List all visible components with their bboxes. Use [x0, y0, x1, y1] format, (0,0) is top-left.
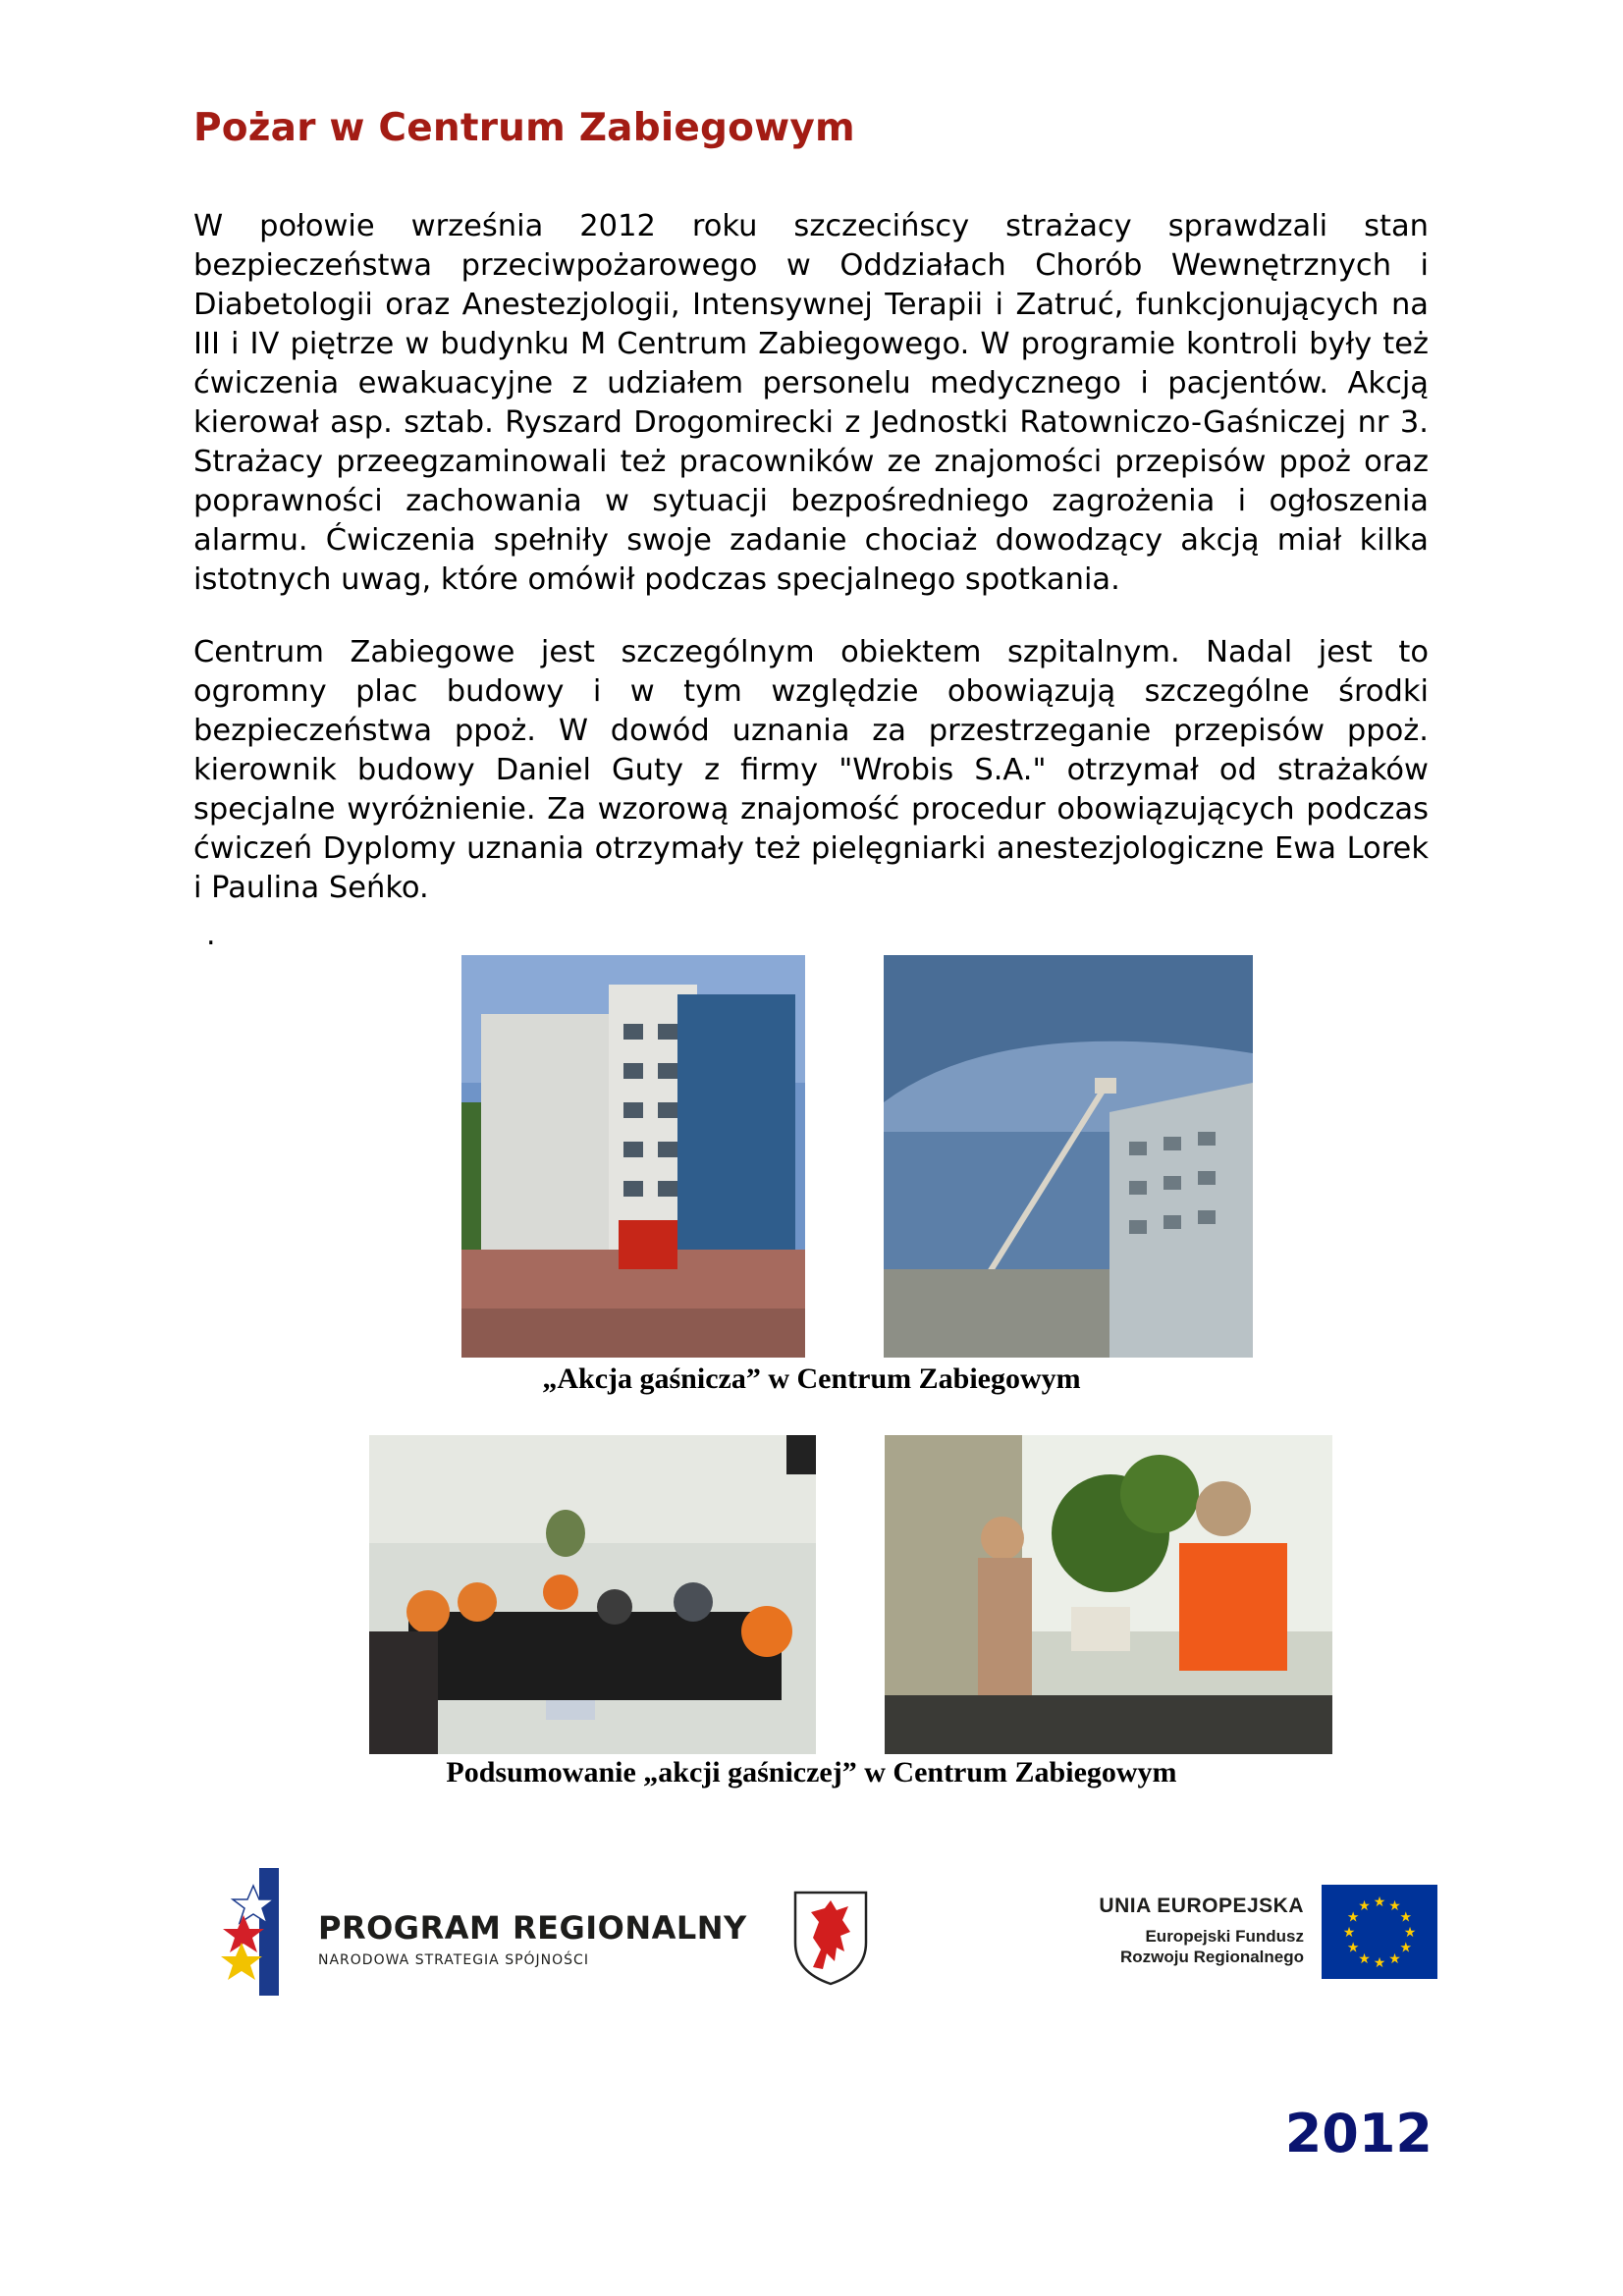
eu-fund-line-2: Rozwoju Regionalnego — [1120, 1948, 1304, 1966]
eu-star-icon: ★ — [1358, 1898, 1371, 1915]
eu-flag-icon — [1322, 1885, 1437, 1979]
article-paragraph-1: W połowie września 2012 roku szczecińscy strażacy sprawdzali stan bezpieczeństwa przeciwpożarowego w Oddziałach Chorób Wewnętrznych i Diabetologii oraz Anestezjologii, Intensywnej Terapii i Zatruć, funkcjonujących na III i IV piętrze w budynku M Centrum Zabiegowego. W programie kontroli były też ćwiczenia ewakuacyjne z udziałem personelu medycznego i pacjentów. Akcją kierował asp. sztab. Ryszard Drogomirecki z Jednostki Ratowniczo-Gaśniczej nr 3. Strażacy przeegzaminowali też pracowników ze znajomości przepisów ppoż oraz poprawności zachowania w sytuacji bezpośredniego zagrożenia i ogłoszenia alarmu. Ćwiczenia spełniły swoje zadanie chociaż dowodzący akcją miał kilka istotnych uwag, które omówił podczas specjalnego spotkania. — [193, 209, 1429, 597]
eu-title: UNIA EUROPEJSKA — [1099, 1895, 1304, 1917]
photo-ladder-building — [884, 955, 1253, 1358]
eu-star-icon: ★ — [1388, 1898, 1401, 1915]
eu-star-icon: ★ — [1388, 1950, 1401, 1967]
photo-building-fire-truck — [461, 955, 805, 1358]
eu-star-icon: ★ — [1399, 1909, 1413, 1926]
caption-action: „Akcja gaśnicza” w Centrum Zabiegowym — [542, 1362, 1081, 1395]
page-title: Pożar w Centrum Zabiegowym — [193, 106, 855, 150]
program-regionalny-subtitle: NARODOWA STRATEGIA SPÓJNOŚCI — [318, 1952, 589, 1968]
eu-star-icon: ★ — [1346, 1909, 1360, 1926]
eu-star-icon: ★ — [1342, 1925, 1356, 1941]
stray-dot: . — [206, 918, 216, 952]
program-regionalny-logo — [220, 1858, 747, 2007]
eu-star-icon: ★ — [1358, 1950, 1371, 1967]
caption-summary: Podsumowanie „akcji gaśniczej” w Centrum Zabiegowym — [446, 1756, 1177, 1789]
eu-fund-line-1: Europejski Fundusz — [1145, 1927, 1304, 1946]
eu-star-icon: ★ — [1399, 1940, 1413, 1956]
photo-diploma-handover — [885, 1435, 1332, 1754]
eu-star-icon: ★ — [1373, 1895, 1386, 1910]
coat-of-arms-griffin-icon — [791, 1889, 870, 1987]
eu-text-block — [992, 1895, 1304, 1967]
eu-star-icon: ★ — [1346, 1940, 1360, 1956]
article-paragraph-2: Centrum Zabiegowe jest szczególnym obiektem szpitalnym. Nadal jest to ogromny plac budowy i w tym względzie obowiązują szczególne środki bezpieczeństwa ppoż. W dowód uznania za przestrzeganie przepisów ppoż. kierownik budowy Daniel Guty z firmy "Wrobis S.A." otrzymał od strażaków specjalne wyróżnienie. Za wzorową znajomość procedur obowiązujących podczas ćwiczeń Dyplomy uznania otrzymały też pielęgniarki anestezjologiczne Ewa Lorek i Paulina Seńko. — [193, 635, 1429, 905]
photo-meeting-table — [369, 1435, 816, 1754]
eu-star-icon: ★ — [1373, 1955, 1386, 1971]
document-year: 2012 — [1284, 2103, 1433, 2164]
program-regionalny-emblem-icon — [220, 1858, 291, 2007]
program-regionalny-title: PROGRAM REGIONALNY — [318, 1909, 747, 1947]
eu-star-icon: ★ — [1403, 1925, 1417, 1941]
